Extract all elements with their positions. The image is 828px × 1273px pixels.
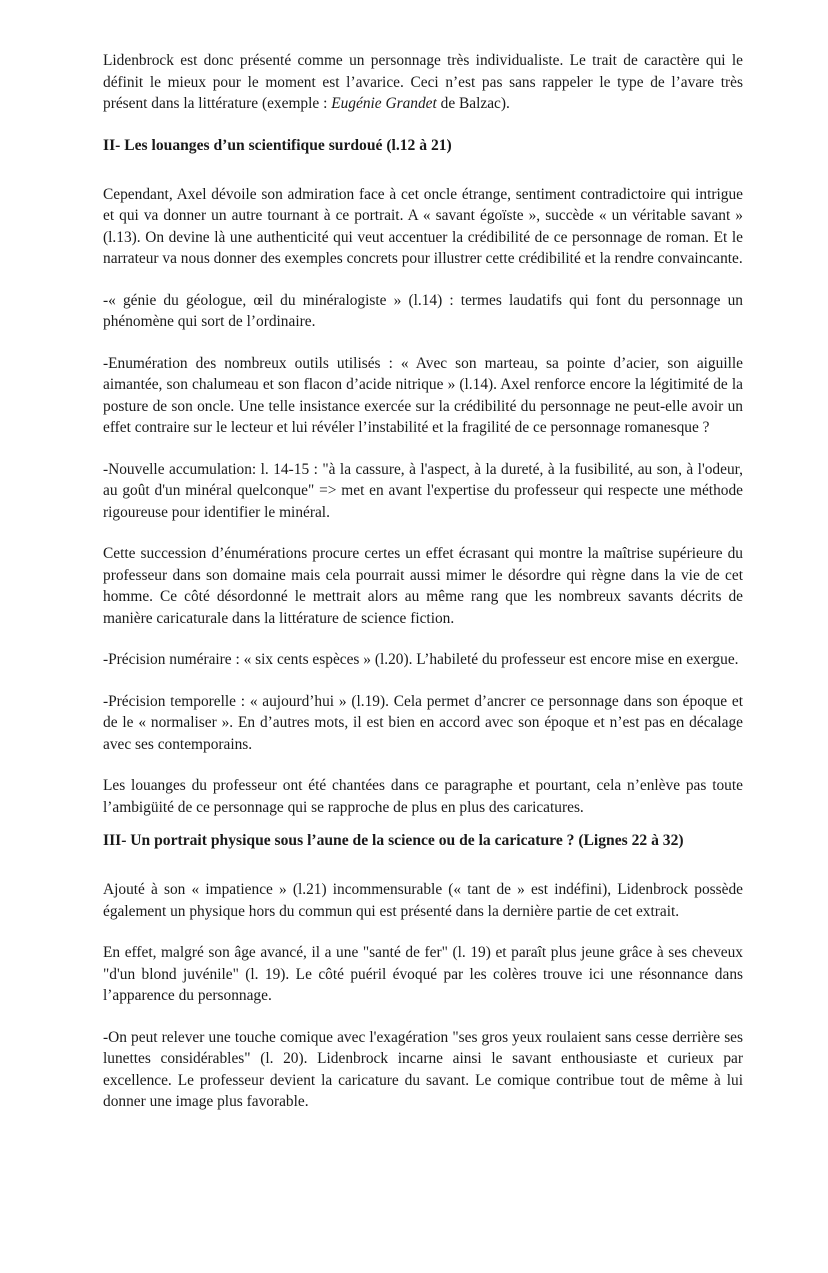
section3-paragraph-1: Ajouté à son « impatience » (l.21) incommensurable (« tant de » est indéfini), Lidenbrock possède également un physique hors du commun qui est présenté dans la dernière partie de cet extrait.: [103, 881, 743, 920]
section2-paragraph-8: Les louanges du professeur ont été chantées dans ce paragraphe et pourtant, cela n’enlève pas toute l’ambigüité de ce personnage qui se rapproche de plus en plus des caricatures.: [103, 777, 743, 816]
section2-paragraph-7: -Précision temporelle : « aujourd’hui » (l.19). Cela permet d’ancrer ce personnage dans son époque et de le « normaliser ». En d’autres mots, il est bien en accord avec son époque et n’est pas en décalage avec ses contemporains.: [103, 692, 743, 753]
intro-paragraph: [103, 50, 743, 115]
section2-paragraph-6: -Précision numéraire : « six cents espèces » (l.20). L’habileté du professeur est encore mise en exergue.: [103, 651, 739, 668]
intro-text-start: Lidenbrock est donc présenté comme un personnage très individualiste. Le trait de caractère qui le définit le mieux pour le moment est l’avarice. Ceci n’est pas sans rappeler le type de l’avare très présent dans la littérature (exemple :: [103, 52, 743, 112]
section3-paragraph-3: -On peut relever une touche comique avec l'exagération "ses gros yeux roulaient sans cesse derrière ses lunettes considérables" (l. 20). Lidenbrock incarne ainsi le savant enthousiaste et curieux par excellence. Le professeur devient la caricature du savant. Le comique contribue tout de même à lui donner une image plus favorable.: [103, 1028, 743, 1110]
section2-heading: II- Les louanges d’un scientifique surdoué (l.12 à 21): [103, 136, 452, 154]
section2-paragraph-5: Cette succession d’énumérations procure certes un effet écrasant qui montre la maîtrise supérieure du professeur dans son domaine mais cela pourrait aussi mimer le désordre qui règne dans la vie de cet homme. Ce côté désordonné le mettrait alors au même rang que les nombreux savants décrits de manière caricaturale dans la littérature de science fiction.: [103, 545, 743, 627]
section2-paragraph-1: Cependant, Axel dévoile son admiration face à cet oncle étrange, sentiment contradictoire qui intrigue et qui va donner un autre tournant à ce portrait. A « savant égoïste », succède « un véritable savant » (l.13). On devine là une authenticité qui veut accentuer la crédibilité de ce personnage de roman. Et le narrateur va nous donner des exemples concrets pour illustrer cette crédibilité et la rendre convaincante.: [103, 185, 743, 267]
section2-paragraph-3: -Enumération des nombreux outils utilisés : « Avec son marteau, sa pointe d’acier, son aiguille aimantée, son chalumeau et son flacon d’acide nitrique » (l.14). Axel renforce encore la légitimité de la posture de son oncle. Une telle insistance exercée sur la crédibilité du personnage ne peut-elle avoir un effet contraire sur le lecteur et lui révéler l’instabilité et la fragilité de ce personnage romanesque ?: [103, 354, 743, 436]
section3-paragraph-2: En effet, malgré son âge avancé, il a une "santé de fer" (l. 19) et paraît plus jeune grâce à ses cheveux "d'un blond juvénile" (l. 19). Le côté puéril évoqué par les colères trouve ici une résonnance dans l’apparence du personnage.: [103, 944, 743, 1004]
section2-paragraph-2: -« génie du géologue, œil du minéralogiste » (l.14) : termes laudatifs qui font du personnage un phénomène qui sort de l’ordinaire.: [103, 291, 743, 330]
intro-text-end: de Balzac).: [436, 95, 510, 112]
document-page: [103, 50, 743, 1113]
book-title: Eugénie Grandet: [331, 95, 437, 112]
section2-paragraph-4: -Nouvelle accumulation: l. 14-15 : "à la cassure, à l'aspect, à la dureté, à la fusibilité, au son, à l'odeur, au goût d'un minéral quelconque" => met en avant l'expertise du professeur qui respecte une méthode rigoureuse pour identifier le minéral.: [103, 460, 743, 521]
section3-heading: III- Un portrait physique sous l’aune de la science ou de la caricature ? (Lignes 22 à 32): [103, 832, 684, 849]
